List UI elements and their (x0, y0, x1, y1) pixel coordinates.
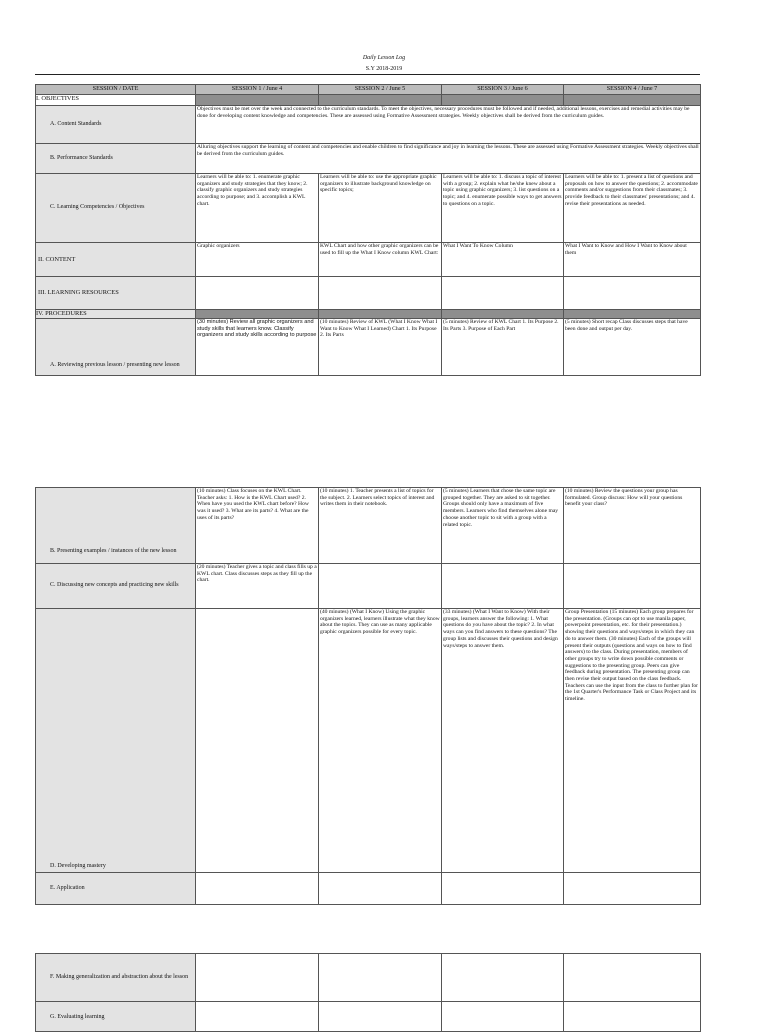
document-title: Daily Lesson Log (362, 55, 406, 61)
content-standards-text: Objectives must be met over the week and connected to the curriculum standards. To meet the objectives, necessary procedures must be followed and if needed, additional lessons, exercises and remedial activities may be done for developing content knowledge and competencies. These are assessed using Formative Assessment strategies. Weekly objectives shall be derived from the curriculum guides. (196, 106, 701, 144)
discussing-cell (564, 564, 701, 609)
competencies-row (36, 174, 701, 243)
col-header-session-1: SESSION 1 / June 4 (196, 85, 319, 95)
mastery-cell: (40 minutes) (What I Know) Using the graphic organizers learned, learners illustrate what they know about the topics. They can use as many applicable graphic organizers possible for every topic. (319, 609, 442, 873)
discussing-cell (319, 564, 442, 609)
discussing-cell (442, 564, 564, 609)
content-cell: What I Want To Know Column (442, 243, 564, 277)
col-header-session-date: SESSION / DATE (36, 85, 196, 95)
content-standards-row (36, 106, 701, 144)
reviewing-cell: (5 minutes) Review of KWL Chart 1. Its Purpose 2. Its Parts 3. Purpose of Each Part (442, 319, 564, 376)
mastery-cell (196, 609, 319, 873)
examples-cell: (10 minutes) Class focuses on the KWL Chart. Teacher asks: 1. How is the KWL Chart used? 2. When have you used the KWL chart before? How was it used? 3. What are its parts? 4. What are the uses of its parts? (196, 488, 319, 564)
reviewing-row (36, 319, 701, 376)
examples-cell: (10 minutes) 1. Teacher presents a list of topics for the subject. 2. Learners select topics of interest and writes them in their notebook. (319, 488, 442, 564)
col-header-session-3: SESSION 3 / June 6 (442, 85, 564, 95)
examples-label: B. Presenting examples / instances of the new lesson (36, 488, 196, 564)
competencies-cell: Learners will be able to: 1. enumerate graphic organizers and study strategies that they know; 2. classify graphic organizers and study strategies according to purpose; and 3. accomplish a KWL chart. (196, 174, 319, 243)
performance-standards-row (36, 144, 701, 174)
content-row (36, 243, 701, 277)
reviewing-cell: (5 minutes) Short recap Class discusses steps that have been done and output per day. (564, 319, 701, 376)
competencies-label: C. Learning Competencies / Objectives (36, 174, 196, 243)
application-row (36, 873, 701, 905)
objectives-heading: I. OBJECTIVES (36, 95, 196, 106)
content-cell: KWL Chart and how other graphic organizers can be used to fill up the What I Know column KWL Chart: (319, 243, 442, 277)
competencies-cell: Learners will be able to: 1. present a list of questions and proposals on how to answer the questions; 2. accommodate comments and/or suggestions from their classmates; 3. provide feedback to their classmates' presentations; and 4. revise their presentations as needed. (564, 174, 701, 243)
reviewing-cell: (30 minutes) Review all graphic organizers and study skills that learners know. Classify organizers and study skills according to purpose (196, 319, 319, 376)
discussing-cell: (20 minutes) Teacher gives a topic and class fills up a KWL chart. Class discusses steps as they fill up the chart. (196, 564, 319, 609)
learning-resources-row (36, 277, 701, 310)
performance-standards-label: B. Performance Standards (36, 144, 196, 174)
content-heading: II. CONTENT (36, 243, 196, 277)
lesson-log-table-1 (35, 84, 701, 376)
reviewing-cell: (10 minutes) Review of KWL (What I Know What I Want to Know What I Learned) Chart 1. Its Purpose 2. Its Parts (319, 319, 442, 376)
school-year: S.Y 2018-2019 (365, 66, 403, 72)
content-cell: What I Want to Know and How I Want to Know about them (564, 243, 701, 277)
content-cell: Graphic organizers (196, 243, 319, 277)
discussing-label: C. Discussing new concepts and practicing new skills (36, 564, 196, 609)
mastery-label: D. Developing mastery (36, 609, 196, 873)
competencies-cell: Learners will be able to: 1. discuss a topic of interest with a group; 2. explain what he/she knew about a topic using graphic organizers; 3. list questions on a topic; and 4. enumerate possible ways to get answers to questions on a topic. (442, 174, 564, 243)
examples-row (36, 488, 701, 564)
evaluating-row (36, 1002, 701, 1032)
competencies-cell: Learners will be able to: use the appropriate graphic organizers to illustrate background knowledge on specific topics; (319, 174, 442, 243)
lesson-log-table-3 (35, 953, 701, 1032)
application-label: E. Application (36, 873, 196, 905)
lesson-log-table-2 (35, 487, 701, 905)
learning-resources-heading: III. LEARNING RESOURCES (36, 277, 196, 310)
mastery-row (36, 609, 701, 873)
reviewing-label: A. Reviewing previous lesson / presenting new lesson (36, 319, 196, 376)
procedures-heading: IV. PROCEDURES (36, 310, 196, 319)
header-rule (35, 74, 700, 75)
discussing-row (36, 564, 701, 609)
col-header-session-2: SESSION 2 / June 5 (319, 85, 442, 95)
content-standards-label: A. Content Standards (36, 106, 196, 144)
header-row (36, 85, 701, 95)
generalization-label: F. Making generalization and abstraction about the lesson (36, 954, 196, 1002)
mastery-cell: (33 minutes) (What I Want to Know) With their groups, learners answer the following: 1. What questions do you have about the topic? 2. In what ways can you find answers to these questions? The group lists and discusses their questions and design ways/steps to answer them. (442, 609, 564, 873)
generalization-row (36, 954, 701, 1002)
examples-cell: (5 minutes) Learners that chose the same topic are grouped together. They are asked to sit together. Groups should only have a maximum of five members. Learners who find themselves alone may choose another topic to sit with a group with a related topic. (442, 488, 564, 564)
col-header-session-4: SESSION 4 / June 7 (564, 85, 701, 95)
evaluating-label: G. Evaluating learning (36, 1002, 196, 1032)
mastery-cell: Group Presentation (15 minutes) Each group prepares for the presentation. (Groups can opt to use manila paper, powerpoint presentation, etc. for their presentation.) showing their questions and ways/steps in which they can do to answer them. (30 minutes) Each of the groups will present their outputs (questions and ways on how to find answers) to the class. During presentation, members of other groups try to write down possible comments or suggestions to the presenting group. Peers can give feedback during presentation. The presenting group can then revise their output based on the class feedback. Teachers can use the input from the class to further plan for the 1st Quarter's Performance Task or Class Project and its timeline. (564, 609, 701, 873)
objectives-row (36, 95, 701, 106)
performance-standards-text: Alluring objectives support the learning of content and competencies and enable children to find significance and joy in learning the lessons. These are assessed using Formative Assessment strategies. Weekly objectives shall be derived from the curriculum guides. (196, 144, 701, 174)
examples-cell: (10 minutes) Review the questions your group has formulated. Group discuss: How will your questions benefit your class? (564, 488, 701, 564)
procedures-row (36, 310, 701, 319)
